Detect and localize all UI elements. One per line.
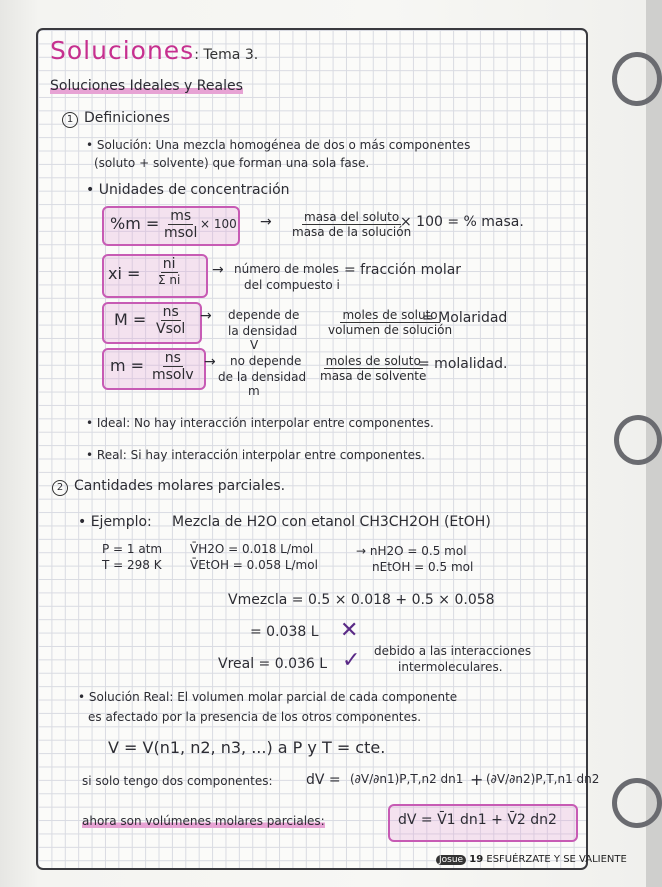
arrow: → [200,308,212,324]
footer [436,854,627,865]
formula-lhs: %m = [110,214,160,233]
arrow: → [260,214,272,230]
definition-text: • Real: Si hay interacción interpolar entre componentes. [86,448,426,462]
formula-lhs: m = [110,356,145,375]
formula-fraction: ns Vsol [156,304,186,337]
formula-lhs: xi = [108,264,141,283]
section-heading: 1 Definiciones [62,110,170,128]
annotation: debido a las interacciones [374,644,532,658]
section-heading: 2 Cantidades molares parciales. [52,478,285,496]
note-page [36,28,600,870]
list-item: • Unidades de concentración [86,182,290,198]
definition-text: • Solución Real: El volumen molar parcial de cada componente [78,690,458,704]
partial-term: (∂V/∂n2)P,T,n1 dn2 [486,772,600,786]
brand-logo: Josue [436,855,466,865]
description: V [250,338,259,352]
molar-volume: V̄H2O = 0.018 L/mol [190,542,314,556]
cross-icon: ✕ [340,618,359,643]
definition-text: (soluto + solvente) que forman una sola fase. [94,156,370,170]
formula-lhs: dV = [306,772,341,788]
moles-value: → nH2O = 0.5 mol [356,544,467,558]
description: m [248,384,260,398]
definition-text: • Ideal: No hay interacción interpolar entre componentes. [86,416,434,430]
description: no depende [230,354,302,368]
example-text: Mezcla de H2O con etanol CH3CH2OH (EtOH) [172,514,491,530]
description: de la densidad [218,370,307,384]
description: la densidad [228,324,298,338]
description-fraction: moles de soluto masa de solvente [320,354,427,383]
binder-ring [612,52,662,106]
description: número de moles [234,262,339,276]
arrow: → [204,354,216,370]
formula-result: × 100 = % masa. [400,214,524,230]
formula-lhs: M = [114,310,147,329]
statement: si solo tengo dos componentes: [82,774,273,788]
example-label: • Ejemplo: [78,514,152,530]
description-fraction: masa del soluto masa de la solución [292,210,412,239]
calculation: Vmezcla = 0.5 × 0.018 + 0.5 × 0.058 [228,592,495,608]
subtitle: Soluciones Ideales y Reales [50,78,243,94]
annotation: intermoleculares. [398,660,503,674]
formula-fraction: $\frac{ni}{\text{Σ ni}}$ [158,256,181,287]
molar-volume: V̄EtOH = 0.058 L/mol [190,558,318,572]
calculation-result: = 0.038 L [250,624,319,640]
definition-text: es afectado por la presencia de los otros componentes. [88,710,422,724]
formula-fraction: ms msol [164,208,198,241]
description: depende de [228,308,300,322]
footer-slogan: ESFUÉRZATE Y SE VALIENTE [486,854,627,865]
arrow: → [212,262,224,278]
description: del compuesto i [244,278,340,292]
volume-function: V = V(n1, n2, n3, ...) a P y T = cte. [108,738,386,757]
boxed-formula: dV = V̄1 dn1 + V̄2 dn2 [398,812,557,828]
formula-result: = molalidad. [418,356,508,372]
formula-factor: × 100 [200,217,237,231]
definition-text: • Solución: Una mezcla homogénea de dos o más componentes [86,138,471,152]
formula-result: = Molaridad [422,310,508,326]
page-number: 19 [469,854,484,865]
binder-ring [614,415,662,465]
moles-value: nEtOH = 0.5 mol [372,560,474,574]
condition: P = 1 atm [102,542,163,556]
check-icon: ✓ [342,648,361,673]
formula-result: = fracción molar [344,262,462,278]
description-fraction: moles de soluto volumen de solución [328,308,453,337]
operator: + [470,770,484,789]
page-title: Soluciones: Tema 3. [50,36,259,65]
partial-term: (∂V/∂n1)P,T,n2 dn1 [350,772,464,786]
calculation-result: Vreal = 0.036 L [218,656,328,672]
condition: T = 298 K [102,558,162,572]
binder-ring [612,778,662,828]
statement: ahora son volúmenes molares parciales: [82,814,325,828]
formula-fraction: ns msolv [152,350,194,383]
